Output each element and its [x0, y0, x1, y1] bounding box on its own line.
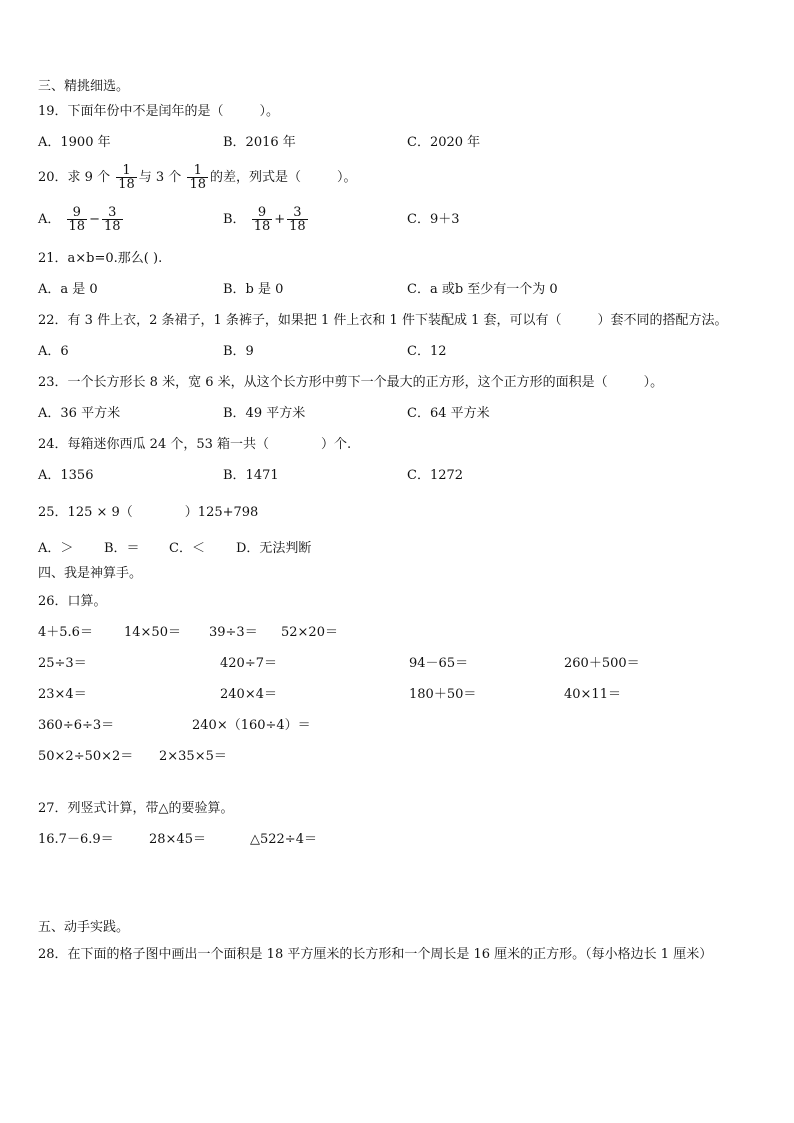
question-26: 26．口算。	[38, 594, 107, 609]
fraction-numerator: 9	[67, 206, 88, 220]
q20-option-b	[223, 202, 310, 238]
calc-item: 40×11＝	[564, 687, 621, 702]
q19-stem-end: ）。	[259, 104, 280, 119]
question-21: 21．a×b=0.那么( ).	[38, 251, 163, 266]
question-28: 28．在下面的格子图中画出一个面积是 18 平方厘米的长方形和一个周长是 16 厘米的正方形。（每小格边长 1 厘米）	[38, 947, 713, 962]
q19-stem: 19．下面年份中不是闰年的是（	[38, 104, 224, 119]
option-label: B．	[223, 212, 246, 227]
fraction-denominator: 18	[68, 219, 86, 234]
q24-option-c: C．1272	[407, 468, 464, 483]
q20-option-a	[38, 202, 125, 238]
q23-stem-end: ）。	[643, 375, 664, 390]
question-23	[38, 375, 663, 391]
question-19	[38, 104, 279, 120]
q25-stem: 25．125 × 9（	[38, 505, 133, 520]
operator: +	[274, 212, 286, 227]
calc-item: 52×20＝	[281, 625, 338, 640]
q21-option-b: B．b 是 0	[223, 282, 284, 297]
calc-item: 260＋500＝	[564, 656, 640, 671]
q25-option-a: A．＞	[38, 541, 74, 556]
fraction-denominator: 18	[253, 219, 271, 234]
fraction-numerator: 1	[116, 164, 137, 178]
calc-item: 360÷6÷3＝	[38, 718, 115, 733]
calc-item: 420÷7＝	[220, 656, 277, 671]
calc-item: 180＋50＝	[409, 687, 477, 702]
calc-item: 94－65＝	[409, 656, 469, 671]
question-25	[38, 505, 258, 521]
fraction-numerator: 9	[252, 206, 273, 220]
fraction	[102, 206, 123, 233]
option-label: A．	[38, 212, 61, 227]
calc-item: 25÷3＝	[38, 656, 87, 671]
operator: −	[89, 212, 100, 227]
q19-option-c: C．2020 年	[407, 135, 481, 150]
section-heading-5: 五、动手实践。	[38, 920, 130, 935]
fraction-denominator: 18	[103, 219, 121, 234]
calc-item: 4＋5.6＝	[38, 625, 93, 640]
calc-item: 50×2÷50×2＝	[38, 749, 134, 764]
calc-item: 2×35×5＝	[159, 749, 227, 764]
question-24	[38, 437, 351, 453]
question-22	[38, 313, 728, 329]
fraction-numerator: 1	[187, 164, 208, 178]
q20-option-c: C．9＋3	[407, 212, 460, 227]
calc-item: 240×4＝	[220, 687, 277, 702]
q24-option-a: A．1356	[38, 468, 94, 483]
q23-option-a: A．36 平方米	[38, 406, 121, 421]
q22-stem-end: ）套不同的搭配方法。	[597, 313, 728, 328]
q24-option-b: B．1471	[223, 468, 279, 483]
calc-item: 23×4＝	[38, 687, 87, 702]
calc-item: 14×50＝	[124, 625, 181, 640]
q20-stem-b: 与 3 个	[138, 170, 182, 185]
q23-option-b: B．49 平方米	[223, 406, 306, 421]
q22-stem: 22．有 3 件上衣，2 条裙子，1 条裤子，如果把 1 件上衣和 1 件下装配成 1 套，可以有（	[38, 313, 562, 328]
fraction-numerator: 3	[102, 206, 123, 220]
q25-option-c: C．＜	[169, 541, 205, 556]
question-20	[38, 160, 357, 196]
fraction-denominator: 18	[289, 219, 306, 234]
vertical-calc-item: △522÷4＝	[250, 832, 317, 847]
q25-option-d: D．无法判断	[236, 541, 312, 556]
q20-stem-a: 20．求 9 个	[38, 170, 111, 185]
q21-option-a: A．a 是 0	[38, 282, 98, 297]
calc-item: 240×（160÷4）＝	[192, 718, 311, 733]
q24-stem-end: ）个.	[321, 437, 352, 452]
q24-stem: 24．每箱迷你西瓜 24 个，53 箱一共（	[38, 437, 270, 452]
vertical-calc-item: 16.7－6.9＝	[38, 832, 114, 847]
q20-stem-d: ）。	[337, 170, 357, 185]
q22-option-c: C．12	[407, 344, 447, 359]
calc-item: 39÷3＝	[209, 625, 258, 640]
q20-stem-c: 的差，列式是（	[210, 170, 302, 185]
fraction-numerator: 3	[287, 206, 308, 220]
q23-stem: 23．一个长方形长 8 米，宽 6 米，从这个长方形中剪下一个最大的正方形，这个正方形的面积是（	[38, 375, 608, 390]
fraction-1-18	[116, 164, 137, 191]
q22-option-a: A．6	[38, 344, 69, 359]
vertical-calc-item: 28×45＝	[149, 832, 206, 847]
fraction-denominator: 18	[189, 177, 206, 192]
fraction-1-18	[187, 164, 208, 191]
q22-option-b: B．9	[223, 344, 254, 359]
fraction	[67, 206, 88, 233]
q25-option-b: B．＝	[104, 541, 140, 556]
q19-option-a: A．1900 年	[38, 135, 111, 150]
question-27: 27．列竖式计算，带△的要验算。	[38, 801, 234, 816]
fraction-denominator: 18	[118, 177, 135, 192]
q21-option-c: C．a 或b 至少有一个为 0	[407, 282, 558, 297]
q23-option-c: C．64 平方米	[407, 406, 490, 421]
section-heading-4: 四、我是神算手。	[38, 566, 143, 581]
q19-option-b: B．2016 年	[223, 135, 296, 150]
section-heading-3: 三、精挑细选。	[38, 79, 130, 94]
q25-stem-end: ）125+798	[184, 505, 259, 520]
fraction	[287, 206, 308, 233]
fraction	[252, 206, 273, 233]
